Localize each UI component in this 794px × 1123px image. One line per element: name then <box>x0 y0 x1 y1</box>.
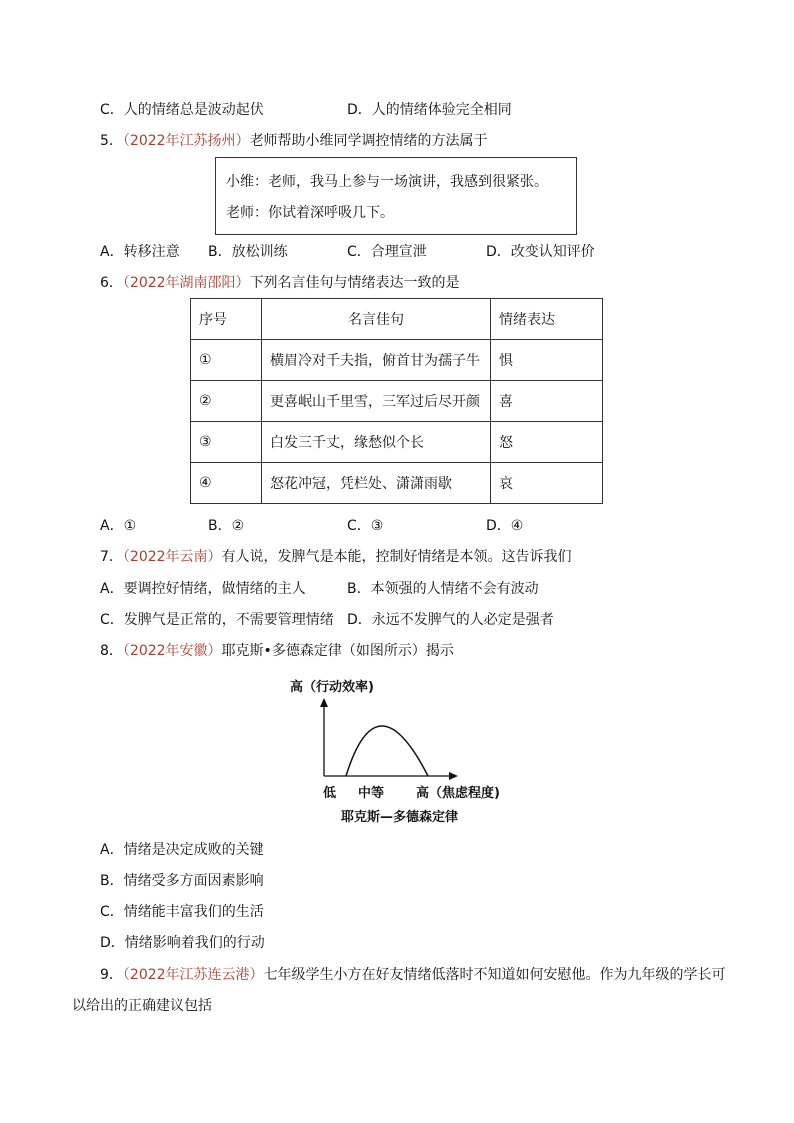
q5-question <box>100 131 488 151</box>
q6-question <box>100 273 460 293</box>
table-cell: 惧 <box>491 340 603 381</box>
q5-stem: 老师帮助小维同学调控情绪的方法属于 <box>249 133 488 149</box>
table-cell: 怒 <box>491 422 603 463</box>
q7-question <box>100 547 572 567</box>
q5-dialog-box <box>215 157 577 235</box>
q8-option-b: B．情绪受多方面因素影响 <box>100 873 264 889</box>
q7-stem: 有人说，发脾气是本能，控制好情绪是本领。这告诉我们 <box>221 549 572 565</box>
table-cell: ② <box>191 381 262 422</box>
table-cell: ① <box>191 340 262 381</box>
table-header-row <box>191 299 603 340</box>
q5-option-d: D．改变认知评价 <box>486 244 595 260</box>
q5-number: 5． <box>100 133 123 149</box>
q6-option-a: A．① <box>100 518 137 534</box>
q6-quote-table <box>190 298 603 504</box>
x-axis-arrow <box>449 772 458 780</box>
figure-y-axis-label: 高（行动效率) <box>290 680 374 695</box>
x-axis-mid-label: 中等 <box>358 786 385 801</box>
q4-option-c: C．人的情绪总是波动起伏 <box>100 102 264 118</box>
x-axis-low-label: 低 <box>323 786 337 801</box>
table-cell: ③ <box>191 422 262 463</box>
figure-caption: 耶克斯—多德森定律 <box>341 810 459 825</box>
q5-option-c: C．合理宣泄 <box>347 244 427 260</box>
inverted-u-curve <box>346 726 428 776</box>
q6-number: 6． <box>100 275 123 291</box>
q8-stem: 耶克斯•多德森定律（如图所示）揭示 <box>221 643 454 659</box>
q8-question <box>100 641 454 661</box>
q8-number: 8． <box>100 643 123 659</box>
q5-option-a: A．转移注意 <box>100 244 180 260</box>
table-row <box>191 463 603 504</box>
table-header-cell: 名言佳句 <box>262 299 491 340</box>
q7-option-a: A．要调控好情绪，做情绪的主人 <box>100 581 306 597</box>
q7-option-b: B．本领强的人情绪不会有波动 <box>347 581 539 597</box>
q7-option-c: C．发脾气是正常的，不需要管理情绪 <box>100 612 334 628</box>
table-cell: 喜 <box>491 381 603 422</box>
q5-dialog-line: 老师：你试着深呼吸几下。 <box>226 205 394 221</box>
q5-option-b: B．放松训练 <box>208 244 288 260</box>
q6-option-c: C．③ <box>347 518 384 534</box>
q6-source: （2022年湖南邵阳） <box>122 275 250 291</box>
q8-option-a: A．情绪是决定成败的关键 <box>100 842 264 858</box>
q7-number: 7． <box>100 549 123 565</box>
q7-option-d: D．永远不发脾气的人必定是强者 <box>347 612 554 628</box>
q6-option-d: D．④ <box>486 518 524 534</box>
table-row <box>191 340 603 381</box>
q9-stem-line2: 以给出的正确建议包括 <box>72 998 212 1014</box>
q7-source: （2022年云南） <box>122 549 222 565</box>
table-cell: 更喜岷山千里雪，三军过后尽开颜 <box>262 381 491 422</box>
table-cell: 哀 <box>491 463 603 504</box>
q5-source: （2022年江苏扬州） <box>122 133 250 149</box>
q6-option-b: B．② <box>208 518 245 534</box>
x-axis-high-label: 高（焦虑程度) <box>416 786 500 801</box>
table-row <box>191 381 603 422</box>
table-cell: 白发三千丈，缘愁似个长 <box>262 422 491 463</box>
q8-option-c: C．情绪能丰富我们的生活 <box>100 904 264 920</box>
q6-stem: 下列名言佳句与情绪表达一致的是 <box>249 275 460 291</box>
table-cell: 怒花冲冠，凭栏处、潇潇雨歇 <box>262 463 491 504</box>
q5-dialog-line: 小维：老师，我马上参与一场演讲，我感到很紧张。 <box>226 174 548 190</box>
q9-question <box>100 965 726 985</box>
q9-number: 9． <box>100 967 123 983</box>
q8-option-d: D．情绪影响着我们的行动 <box>100 935 265 951</box>
table-header-cell: 序号 <box>191 299 262 340</box>
q9-stem-line1: 七年级学生小方在好友情绪低落时不知道如何安慰他。作为九年级的学长可 <box>263 967 726 983</box>
table-cell: 横眉冷对千夫指，俯首甘为孺子牛 <box>262 340 491 381</box>
q8-source: （2022年安徽） <box>122 643 222 659</box>
yerkes-dodson-figure <box>280 672 480 782</box>
q4-option-d: D．人的情绪体验完全相同 <box>347 102 512 118</box>
q9-source: （2022年江苏连云港） <box>122 967 264 983</box>
table-cell: ④ <box>191 463 262 504</box>
y-axis-arrow <box>320 698 328 707</box>
table-row <box>191 422 603 463</box>
table-header-cell: 情绪表达 <box>491 299 603 340</box>
